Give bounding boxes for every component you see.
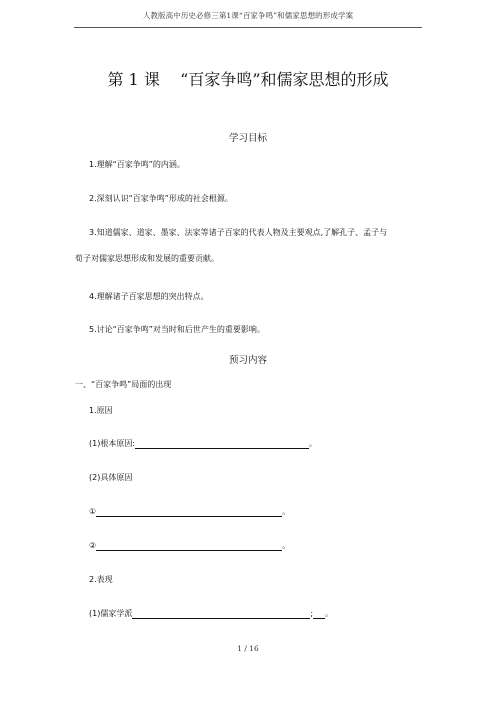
specific-cause-row-2 <box>89 540 290 551</box>
objectives-heading: 学习目标 <box>228 133 267 144</box>
preview-heading: 预习内容 <box>228 355 267 366</box>
running-header: 人教版高中历史必修三第1课“百家争鸣”和儒家思想的形成学案 <box>142 11 354 20</box>
objective-5: 5.讨论“百家争鸣”对当时和后世产生的重要影响。 <box>89 325 265 334</box>
page-number: 1 / 16 <box>237 644 259 653</box>
root-cause-row <box>89 438 317 449</box>
objective-2: 2.深刻认识“百家争鸣”形成的社会根源。 <box>89 194 233 203</box>
objective-3: 3.知道儒家、道家、墨家、法家等诸子百家的代表人物及主要观点,了解孔子、孟子与 <box>89 228 388 237</box>
confucian-label: (1)儒家学派 <box>89 609 133 618</box>
part1-heading: 一、“百家争鸣”局面的出现 <box>75 380 172 389</box>
lesson-title: 第 1 课 “百家争鸣”和儒家思想的形成 <box>107 70 389 89</box>
objective-1: 1.理解“百家争鸣”的内涵。 <box>89 160 185 169</box>
specific-cause-row-1 <box>89 506 290 517</box>
confucian-row <box>89 608 333 619</box>
confucian-period: 。 <box>325 609 334 618</box>
confucian-blank-2[interactable] <box>313 609 325 619</box>
specific-cause-blank-2[interactable] <box>96 541 282 551</box>
circled-number-2: ② <box>89 541 97 550</box>
header-divider <box>74 27 422 28</box>
confucian-semicolon: ; <box>310 609 314 618</box>
specific-cause-label: (2)具体原因 <box>89 473 133 482</box>
circled-number-1: ① <box>89 507 97 516</box>
objective-4: 4.理解诸子百家思想的突出特点。 <box>89 292 209 301</box>
specific-cause-period-2: 。 <box>282 541 291 550</box>
item-cause: 1.原因 <box>89 406 113 415</box>
objective-3-continued: 荀子对儒家思想形成和发展的重要贡献。 <box>75 254 219 263</box>
root-cause-blank[interactable] <box>135 439 309 449</box>
specific-cause-blank-1[interactable] <box>96 507 282 517</box>
item-performance: 2.表现 <box>89 575 113 584</box>
specific-cause-period-1: 。 <box>282 507 291 516</box>
root-cause-period: 。 <box>309 439 318 448</box>
confucian-blank-1[interactable] <box>132 609 310 619</box>
root-cause-label: (1)根本原因: <box>89 439 136 448</box>
